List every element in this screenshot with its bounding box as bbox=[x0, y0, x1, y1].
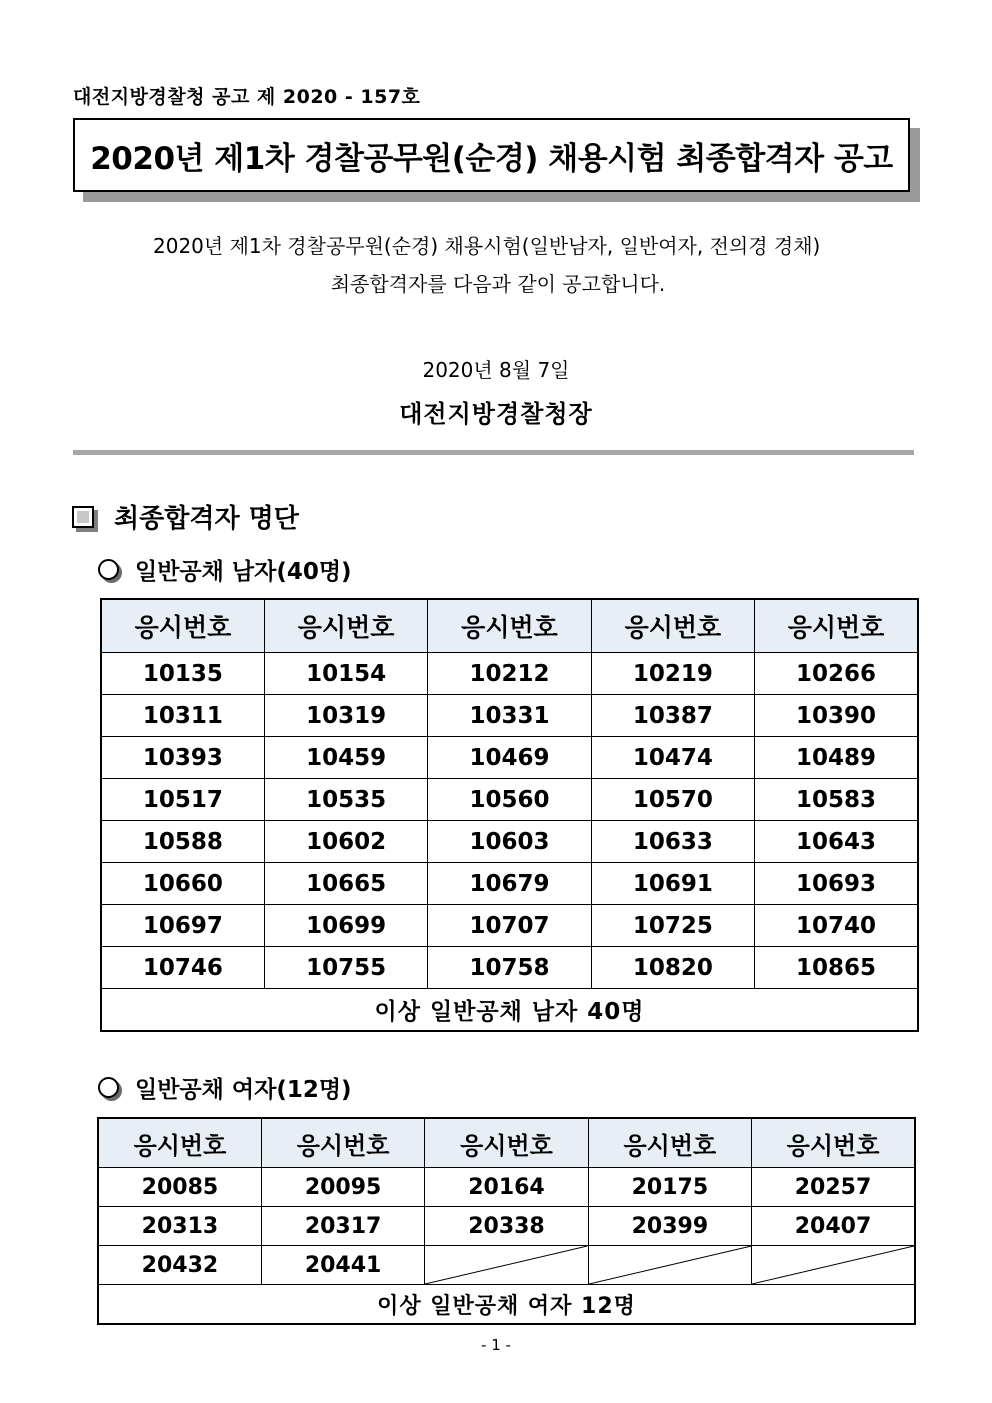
applicant-number-cell: 10469 bbox=[428, 737, 591, 779]
table-row bbox=[101, 695, 918, 737]
intro-line-1: 2020년 제1차 경찰공무원(순경) 채용시험(일반남자, 일반여자, 전의경 경채) bbox=[153, 234, 821, 258]
table-header-row bbox=[98, 1118, 915, 1168]
page-title: 2020년 제1차 경찰공무원(순경) 채용시험 최종합격자 공고 bbox=[73, 118, 910, 192]
table-row bbox=[101, 779, 918, 821]
divider bbox=[73, 450, 914, 455]
applicant-number-cell: 10746 bbox=[101, 947, 264, 989]
applicant-number-cell: 10535 bbox=[264, 779, 427, 821]
applicant-number-cell: 10459 bbox=[264, 737, 427, 779]
applicant-number-cell: 20407 bbox=[752, 1207, 915, 1246]
applicant-number-cell: 20399 bbox=[588, 1207, 751, 1246]
applicant-number-cell: 10679 bbox=[428, 863, 591, 905]
table-header-row bbox=[101, 599, 918, 653]
column-header: 응시번호 bbox=[101, 599, 264, 653]
applicant-number-cell: 10311 bbox=[101, 695, 264, 737]
empty-cell bbox=[425, 1246, 588, 1285]
applicant-number-cell: 10212 bbox=[428, 653, 591, 695]
table-row bbox=[101, 821, 918, 863]
applicant-number-cell: 10693 bbox=[755, 863, 918, 905]
column-header: 응시번호 bbox=[425, 1118, 588, 1168]
applicant-number-cell: 20313 bbox=[98, 1207, 261, 1246]
male-roster-table bbox=[100, 598, 919, 1032]
table-footer: 이상 일반공채 여자 12명 bbox=[98, 1285, 915, 1325]
applicant-number-cell: 10517 bbox=[101, 779, 264, 821]
section-title: 최종합격자 명단 bbox=[114, 504, 299, 534]
applicant-number-cell: 10583 bbox=[755, 779, 918, 821]
announcement-date: 2020년 8월 7일 bbox=[422, 358, 570, 382]
applicant-number-cell: 20432 bbox=[98, 1246, 261, 1285]
empty-cell bbox=[588, 1246, 751, 1285]
table-row bbox=[101, 863, 918, 905]
applicant-number-cell: 10665 bbox=[264, 863, 427, 905]
table-footer-row bbox=[98, 1285, 915, 1325]
column-header: 응시번호 bbox=[261, 1118, 424, 1168]
issuer: 대전지방경찰청장 bbox=[399, 400, 593, 428]
group-heading-female bbox=[98, 1071, 352, 1104]
column-header: 응시번호 bbox=[98, 1118, 261, 1168]
title-box bbox=[73, 118, 910, 192]
applicant-number-cell: 10758 bbox=[428, 947, 591, 989]
section-heading bbox=[72, 498, 299, 535]
applicant-number-cell: 10699 bbox=[264, 905, 427, 947]
applicant-number-cell: 10588 bbox=[101, 821, 264, 863]
applicant-number-cell: 20095 bbox=[261, 1168, 424, 1207]
applicant-number-cell: 10135 bbox=[101, 653, 264, 695]
empty-cell bbox=[752, 1246, 915, 1285]
applicant-number-cell: 10266 bbox=[755, 653, 918, 695]
column-header: 응시번호 bbox=[264, 599, 427, 653]
applicant-number-cell: 20441 bbox=[261, 1246, 424, 1285]
page-number: - 1 - bbox=[481, 1336, 511, 1354]
column-header: 응시번호 bbox=[588, 1118, 751, 1168]
column-header: 응시번호 bbox=[428, 599, 591, 653]
table-row bbox=[98, 1246, 915, 1285]
applicant-number-cell: 10387 bbox=[591, 695, 754, 737]
applicant-number-cell: 10603 bbox=[428, 821, 591, 863]
table-row bbox=[101, 905, 918, 947]
applicant-number-cell: 10219 bbox=[591, 653, 754, 695]
group-title: 일반공채 여자(12명) bbox=[135, 1077, 352, 1103]
intro-line-2: 최종합격자를 다음과 같이 공고합니다. bbox=[330, 272, 666, 296]
applicant-number-cell: 10725 bbox=[591, 905, 754, 947]
applicant-number-cell: 10319 bbox=[264, 695, 427, 737]
circle-bullet-icon bbox=[98, 559, 119, 580]
column-header: 응시번호 bbox=[591, 599, 754, 653]
group-title: 일반공채 남자(40명) bbox=[135, 559, 352, 585]
applicant-number-cell: 10602 bbox=[264, 821, 427, 863]
applicant-number-cell: 10740 bbox=[755, 905, 918, 947]
table-row bbox=[101, 653, 918, 695]
applicant-number-cell: 10154 bbox=[264, 653, 427, 695]
applicant-number-cell: 10691 bbox=[591, 863, 754, 905]
applicant-number-cell: 20317 bbox=[261, 1207, 424, 1246]
applicant-number-cell: 10820 bbox=[591, 947, 754, 989]
female-roster-table bbox=[97, 1117, 916, 1325]
applicant-number-cell: 10633 bbox=[591, 821, 754, 863]
circle-bullet-icon bbox=[98, 1077, 119, 1098]
applicant-number-cell: 10331 bbox=[428, 695, 591, 737]
applicant-number-cell: 20338 bbox=[425, 1207, 588, 1246]
applicant-number-cell: 10393 bbox=[101, 737, 264, 779]
applicant-number-cell: 10660 bbox=[101, 863, 264, 905]
applicant-number-cell: 10474 bbox=[591, 737, 754, 779]
applicant-number-cell: 10570 bbox=[591, 779, 754, 821]
group-heading-male bbox=[98, 553, 352, 586]
column-header: 응시번호 bbox=[755, 599, 918, 653]
square-bullet-icon bbox=[72, 506, 94, 528]
applicant-number-cell: 10489 bbox=[755, 737, 918, 779]
notice-number: 대전지방경찰청 공고 제 2020 - 157호 bbox=[73, 86, 421, 108]
applicant-number-cell: 10390 bbox=[755, 695, 918, 737]
table-row bbox=[101, 737, 918, 779]
column-header: 응시번호 bbox=[752, 1118, 915, 1168]
table-row bbox=[98, 1168, 915, 1207]
applicant-number-cell: 10697 bbox=[101, 905, 264, 947]
table-row bbox=[98, 1207, 915, 1246]
applicant-number-cell: 20164 bbox=[425, 1168, 588, 1207]
applicant-number-cell: 20175 bbox=[588, 1168, 751, 1207]
applicant-number-cell: 10707 bbox=[428, 905, 591, 947]
table-footer: 이상 일반공채 남자 40명 bbox=[101, 989, 918, 1032]
applicant-number-cell: 10755 bbox=[264, 947, 427, 989]
table-footer-row bbox=[101, 989, 918, 1032]
applicant-number-cell: 10560 bbox=[428, 779, 591, 821]
applicant-number-cell: 20257 bbox=[752, 1168, 915, 1207]
applicant-number-cell: 10865 bbox=[755, 947, 918, 989]
applicant-number-cell: 10643 bbox=[755, 821, 918, 863]
applicant-number-cell: 20085 bbox=[98, 1168, 261, 1207]
table-row bbox=[101, 947, 918, 989]
